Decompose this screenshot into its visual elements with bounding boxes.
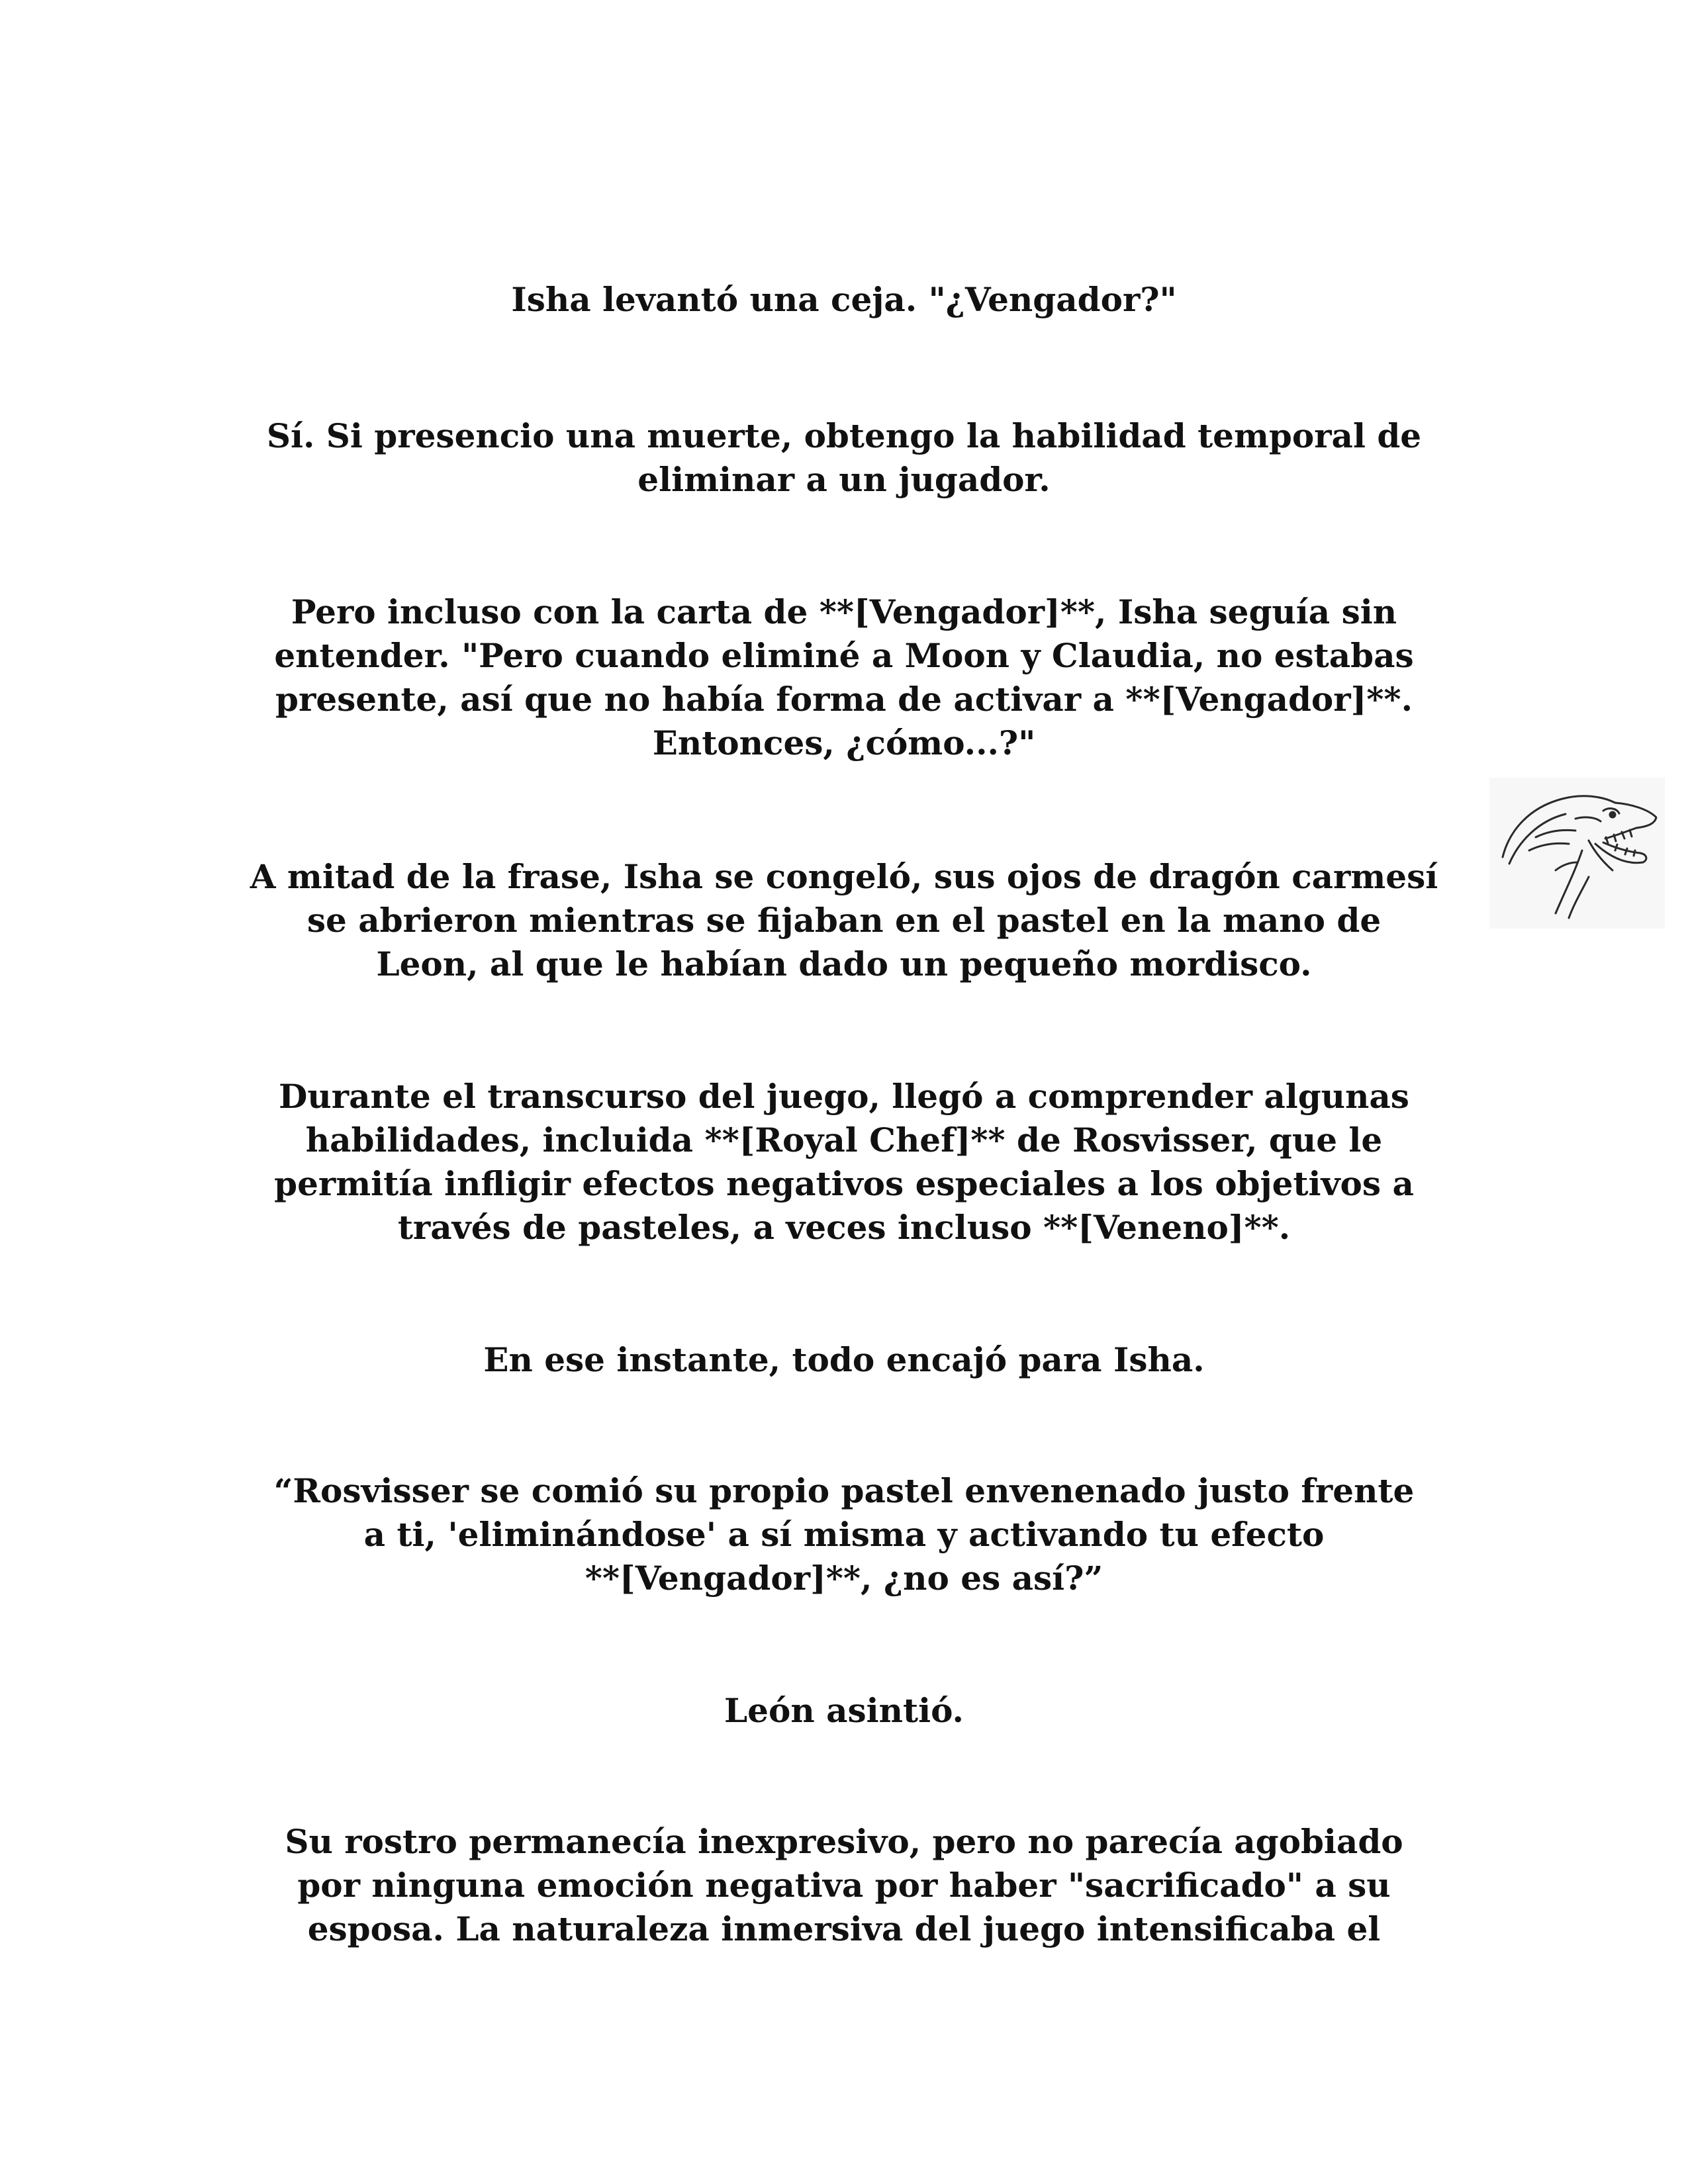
paragraph-5: Durante el transcurso del juego, llegó a comprender algunas habilidades, incluida **[Royal Chef]** de Rosvisser, que le permitía infligir efectos negativos especiales a los objetivos a través de pasteles, a veces incluso **[Veneno]**. <box>274 1077 1414 1247</box>
paragraph-3: Pero incluso con la carta de **[Vengador]**, Isha seguía sin entender. "Pero cuando eliminé a Moon y Claudia, no estabas presente, así que no había forma de activar a **[Vengador]**. Entonces, ¿cómo...?" <box>274 592 1414 762</box>
paragraph-7: “Rosvisser se comió su propio pastel envenenado justo frente a ti, 'eliminándose' a sí misma y activando tu efecto **[Vengador]**, ¿no es así?” <box>273 1471 1415 1598</box>
dinosaur-sketch-icon <box>1489 778 1665 929</box>
paragraph-1: Isha levantó una ceja. "¿Vengador?" <box>511 280 1177 319</box>
paragraph-2: Sí. Si presencio una muerte, obtengo la habilidad temporal de eliminar a un jugador. <box>266 416 1422 499</box>
paragraph-9: Su rostro permanecía inexpresivo, pero no parecía agobiado por ninguna emoción negativa por haber "sacrificado" a su esposa. La naturaleza inmersiva del juego intensificaba el <box>285 1822 1403 1948</box>
paragraph-6: En ese instante, todo encajó para Isha. <box>483 1340 1205 1379</box>
paragraph-4: A mitad de la frase, Isha se congeló, sus ojos de dragón carmesí se abrieron mientras se fijaban en el pastel en la mano de Leon, al que le habían dado un pequeño mordisco. <box>250 857 1438 983</box>
paragraph-8: León asintió. <box>724 1691 964 1730</box>
